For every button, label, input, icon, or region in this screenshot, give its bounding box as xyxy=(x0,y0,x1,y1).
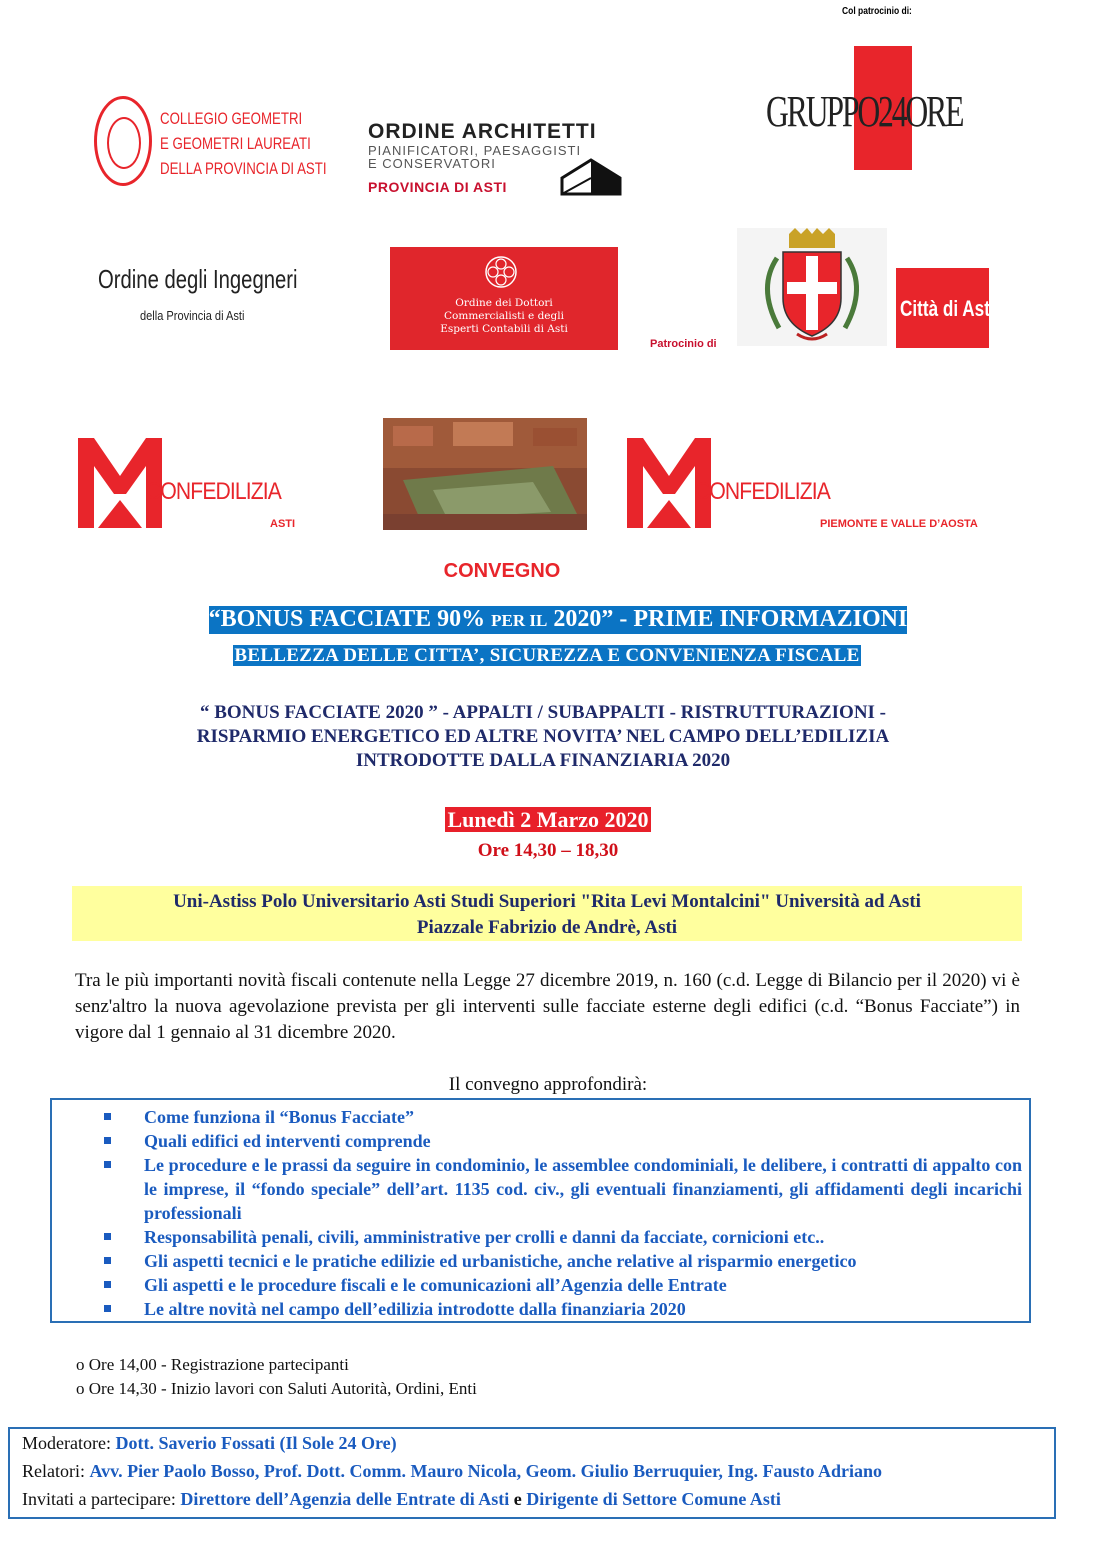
list-item: Quali edifici ed interventi comprende xyxy=(52,1129,1022,1153)
agenda-item: o Ore 14,30 - Inizio lavori con Saluti Autorità, Ordini, Enti xyxy=(76,1379,477,1398)
topics-line-2: RISPARMIO ENERGETICO ED ALTRE NOVITA’ NEL CAMPO DELL’EDILIZIA xyxy=(196,726,890,747)
citta-di-asti-text: Città di Asti xyxy=(900,296,995,321)
bullet-icon xyxy=(104,1257,111,1264)
confedilizia-asti-logo xyxy=(76,430,281,530)
collegio-geometri-logo xyxy=(94,96,327,192)
geometri-line-1: COLLEGIO GEOMETRI xyxy=(160,109,303,128)
architetti-title: ORDINE ARCHITETTI xyxy=(368,120,597,143)
event-title-a: “BONUS FACCIATE 90% xyxy=(208,606,492,632)
bullet-icon xyxy=(104,1161,111,1168)
confedilizia-piemonte-tag: PIEMONTE E VALLE D’AOSTA xyxy=(820,518,978,530)
architetti-provincia: PROVINCIA DI ASTI xyxy=(368,179,507,195)
event-subtitle-text: BELLEZZA DELLE CITTA’, SICUREZZA E CONVENIENZA FISCALE xyxy=(234,645,860,666)
bullet-icon xyxy=(104,1137,111,1144)
bullet-icon xyxy=(104,1233,111,1240)
intro-paragraph: Tra le più importanti novità fiscali contenute nella Legge 27 dicembre 2019, n. 160 (c.d. Legge di Bilancio per il 2020) vi è senz'altro la nuova agevolazione prevista per gli interventi sulle facciate esterne degli edifici (c.d. “Bonus Facciate”) in vigore dal 1 gennaio al 31 dicembre 2020. xyxy=(75,970,1020,1043)
house-icon xyxy=(558,156,624,196)
venue-line-2: Piazzale Fabrizio de Andrè, Asti xyxy=(416,917,678,938)
event-title xyxy=(0,606,1100,633)
event-date xyxy=(0,807,1096,833)
event-venue xyxy=(72,886,1022,941)
list-item: Le altre novità nel campo dell’edilizia introdotte dalla finanziaria 2020 xyxy=(52,1297,1022,1321)
invitati-label: Invitati a partecipare: xyxy=(22,1489,181,1509)
list-item: Come funziona il “Bonus Facciate” xyxy=(52,1105,1022,1129)
invitati-name-b: Dirigente di Settore Comune Asti xyxy=(526,1489,781,1509)
invitati-name-a: Direttore dell’Agenzia delle Entrate di Asti xyxy=(180,1489,510,1509)
venue-line-1: Uni-Astiss Polo Universitario Asti Studi Superiori "Rita Levi Montalcini" Università ad Asti xyxy=(173,891,921,912)
topics-list xyxy=(52,1105,1022,1321)
event-topics-heading xyxy=(60,701,1026,773)
aerial-city-photo xyxy=(383,418,587,530)
patrocinio-di-label: Patrocinio di xyxy=(650,338,717,350)
bullet-icon xyxy=(104,1305,111,1312)
moderatore-name: Dott. Saverio Fossati (Il Sole 24 Ore) xyxy=(115,1433,397,1453)
sole-24-ore-text: GRUPPO24ORE xyxy=(766,87,963,136)
event-hours: Ore 14,30 – 18,30 xyxy=(477,840,619,861)
event-type: CONVEGNO xyxy=(443,560,561,582)
confedilizia-piemonte-logo xyxy=(625,430,830,530)
citta-di-asti-logo xyxy=(896,268,995,348)
event-title-smallcaps: PER IL xyxy=(491,611,548,630)
relatori-label: Relatori: xyxy=(22,1461,90,1481)
event-date-text: Lunedì 2 Marzo 2020 xyxy=(447,807,649,832)
list-item: Gli aspetti e le procedure fiscali e le comunicazioni all’Agenzia delle Entrate xyxy=(52,1273,1022,1297)
invitati-and: e xyxy=(509,1489,527,1509)
invitati-row xyxy=(22,1489,781,1510)
bullet-icon xyxy=(104,1281,111,1288)
architetti-sub-2: E CONSERVATORI xyxy=(368,156,496,171)
list-item: Le procedure e le prassi da seguire in condominio, le assemblee condominiali, le delibere, i contratti di appalto con le imprese, il “fondo speciale” dell’art. 1135 cod. civ., gli eventuali finanziamenti, gli affidamenti degli incarichi professionali xyxy=(52,1153,1022,1225)
list-item: Gli aspetti tecnici e le pratiche edilizie ed urbanistiche, anche relative al risparmio energetico xyxy=(52,1249,1022,1273)
moderatore-label: Moderatore: xyxy=(22,1433,116,1453)
ordine-ingegneri-logo xyxy=(98,264,318,334)
approfondira-label: Il convegno approfondirà: xyxy=(448,1074,648,1095)
col-patrocinio-label: Col patrocinio di: xyxy=(842,6,912,17)
geometri-line-2: E GEOMETRI LAUREATI xyxy=(160,134,311,153)
dottori-line-3: Esperti Contabili di Asti xyxy=(440,323,568,335)
confedilizia-asti-tag: ASTI xyxy=(270,518,296,530)
agenda-item: o Ore 14,00 - Registrazione partecipanti xyxy=(76,1355,349,1374)
bullet-icon xyxy=(104,1113,111,1120)
ordine-commercialisti-logo xyxy=(390,247,618,350)
topics-line-3: INTRODOTTE DALLA FINANZIARIA 2020 xyxy=(355,750,731,771)
sole-24-ore-logo xyxy=(766,46,963,170)
relatori-names: Avv. Pier Paolo Bosso, Prof. Dott. Comm. Mauro Nicola, Geom. Giulio Berruquier, Ing. Fausto Adriano xyxy=(89,1461,882,1481)
geometri-line-3: DELLA PROVINCIA DI ASTI xyxy=(160,159,327,178)
knot-icon xyxy=(484,255,518,289)
topics-line-1: “ BONUS FACCIATE 2020 ” - APPALTI / SUBAPPALTI - RISTRUTTURAZIONI - xyxy=(199,702,887,723)
relatori-row xyxy=(22,1461,882,1482)
list-item: Responsabilità penali, civili, amministrative per crolli e danni da facciate, cornicioni etc.. xyxy=(52,1225,1022,1249)
topics-box xyxy=(50,1098,1031,1323)
event-title-b: 2020” - PRIME INFORMAZIONI xyxy=(547,606,908,632)
agenda xyxy=(76,1353,477,1401)
dottori-line-2: Commercialisti e degli xyxy=(444,310,564,322)
dottori-line-1: Ordine dei Dottori xyxy=(455,297,553,309)
ingegneri-sub: della Provincia di Asti xyxy=(140,308,245,323)
asti-coat-of-arms-icon xyxy=(737,228,887,346)
confedilizia-text: CONFEDILIZIA xyxy=(695,478,830,505)
confedilizia-text: CONFEDILIZIA xyxy=(146,478,281,505)
architetti-sub-1: PIANIFICATORI, PAESAGGISTI xyxy=(368,143,582,158)
moderatore-row xyxy=(22,1433,397,1454)
speakers-box xyxy=(8,1427,1056,1519)
event-subtitle xyxy=(0,645,1094,667)
ordine-architetti-logo xyxy=(368,120,628,200)
ingegneri-title: Ordine degli Ingegneri xyxy=(98,264,298,294)
geometri-seal-icon xyxy=(94,96,152,186)
